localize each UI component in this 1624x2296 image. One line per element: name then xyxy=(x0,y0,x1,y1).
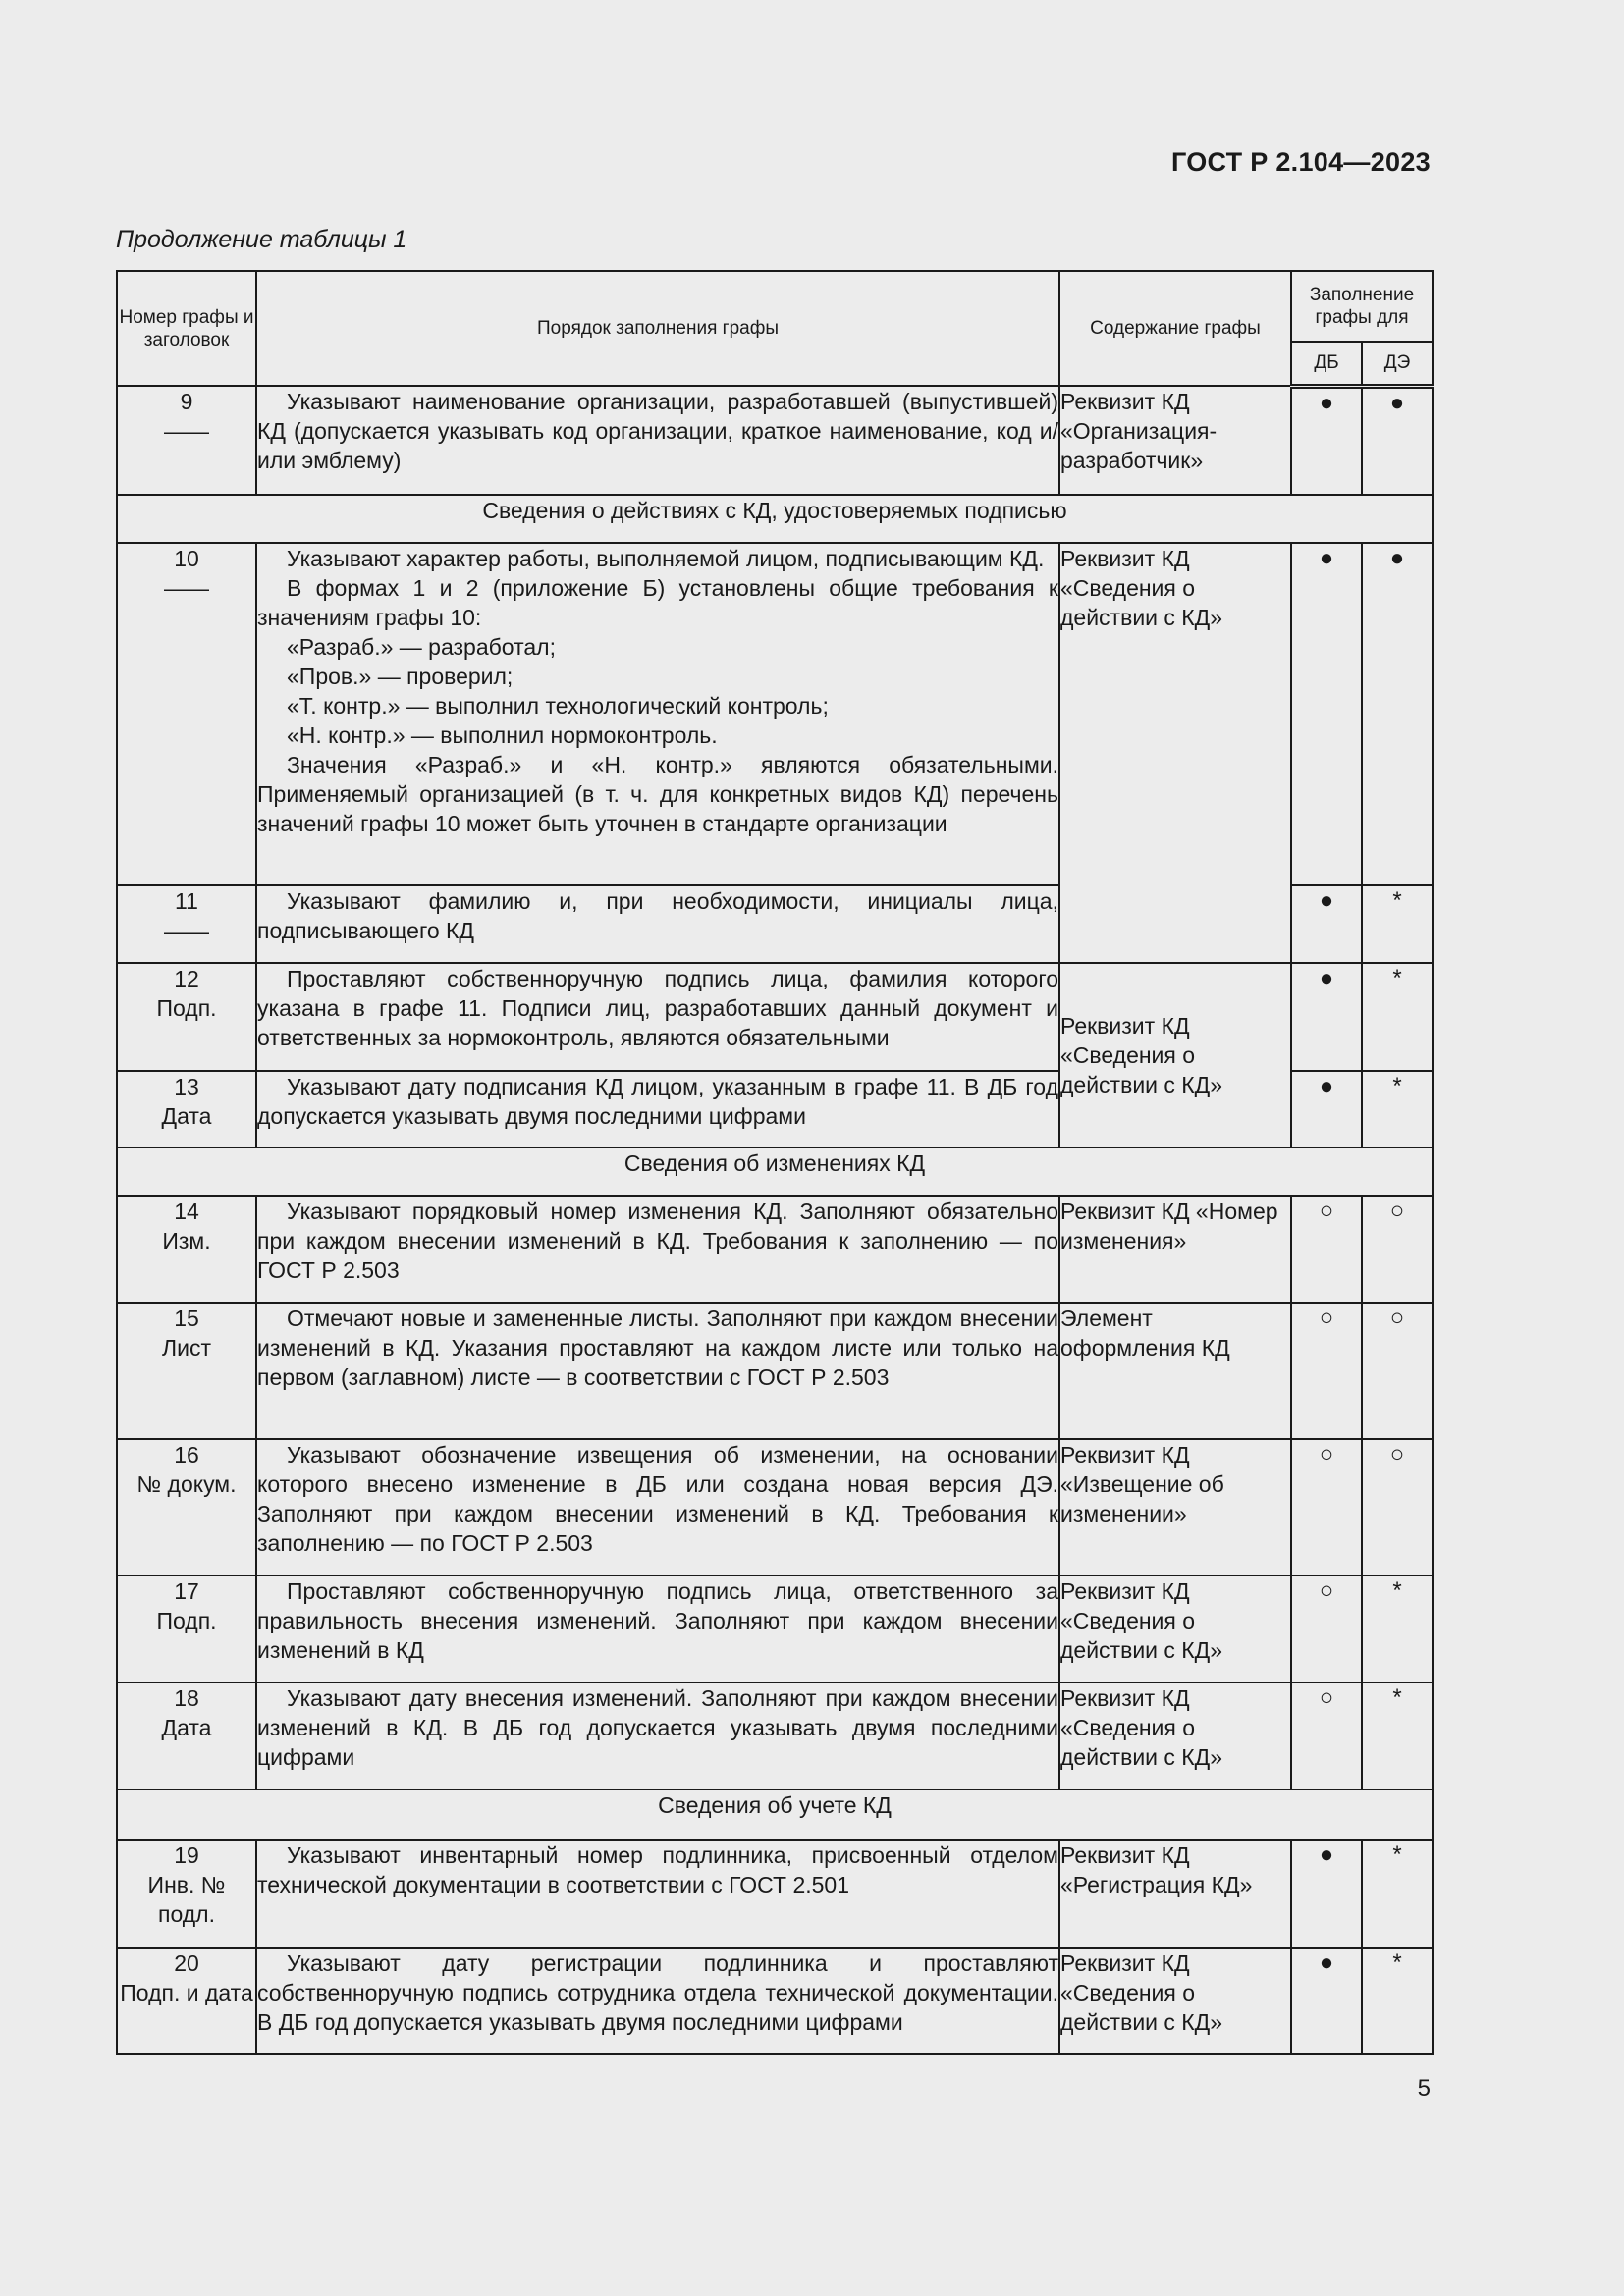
row-description: Указывают дату внесения изменений. Заполняют при каждом внесении изменений в КД. В ДБ год допускается указывать двумя последними цифрами xyxy=(256,1682,1059,1789)
row-number-cell: 20 Подп. и дата xyxy=(117,1948,256,2054)
row-number-cell: 16 № докум. xyxy=(117,1439,256,1575)
mark-db: ○ xyxy=(1291,1575,1362,1682)
row-number-cell: 17 Подп. xyxy=(117,1575,256,1682)
table-caption: Продолжение таблицы 1 xyxy=(116,226,407,253)
standard-designation: ГОСТ Р 2.104—2023 xyxy=(1170,147,1431,177)
row-content: Элемент оформления КД xyxy=(1059,1303,1291,1439)
table-row xyxy=(117,1196,1433,1303)
row-content: Реквизит КД «Сведения о действии с КД» xyxy=(1059,963,1291,1148)
row-number-cell: 13 Дата xyxy=(117,1071,256,1148)
mark-db: ● xyxy=(1291,543,1362,885)
mark-db: ● xyxy=(1291,386,1362,495)
row-number-cell: 9 —— xyxy=(117,386,256,495)
page-number: 5 xyxy=(1417,2075,1431,2102)
mark-db: ○ xyxy=(1291,1682,1362,1789)
mark-db: ● xyxy=(1291,1948,1362,2054)
table-row xyxy=(117,1682,1433,1789)
mark-de: * xyxy=(1362,1071,1433,1148)
row-number-cell: 12 Подп. xyxy=(117,963,256,1071)
row-content: Реквизит КД «Сведения о действии с КД» xyxy=(1059,1575,1291,1682)
table-row xyxy=(117,963,1433,1071)
header-procedure: Порядок заполнения графы xyxy=(256,271,1059,386)
requirements-table xyxy=(116,270,1434,2055)
table-row xyxy=(117,1840,1433,1948)
row-content: Реквизит КД «Регистрация КД» xyxy=(1059,1840,1291,1948)
row-content: Реквизит КД «Сведения о действии с КД» xyxy=(1059,543,1291,963)
row-content: Реквизит КД «Сведения о действии с КД» xyxy=(1059,1948,1291,2054)
mark-db: ● xyxy=(1291,963,1362,1071)
mark-db: ● xyxy=(1291,1840,1362,1948)
row-content: Реквизит КД «Организация-разработчик» xyxy=(1059,386,1291,495)
row-content: Реквизит КД «Сведения о действии с КД» xyxy=(1059,1682,1291,1789)
row-description: Проставляют собственноручную подпись лица, ответственного за правильность внесения изменений. Заполняют при каждом внесении изменений в КД xyxy=(256,1575,1059,1682)
row-description: Отмечают новые и замененные листы. Заполняют при каждом внесении изменений в КД. Указания проставляют на каждом листе или только на первом (заглавном) листе — в соответствии с ГОСТ Р 2.503 xyxy=(256,1303,1059,1439)
row-description: Указывают дату регистрации подлинника и проставляют собственноручную подпись сотрудника отдела технической документации. В ДБ год допускается указывать двумя последними цифрами xyxy=(256,1948,1059,2054)
table-row xyxy=(117,543,1433,885)
header-content: Содержание графы xyxy=(1059,271,1291,386)
mark-db: ○ xyxy=(1291,1196,1362,1303)
table-row xyxy=(117,1303,1433,1439)
table-row xyxy=(117,1439,1433,1575)
mark-db: ○ xyxy=(1291,1303,1362,1439)
mark-de: * xyxy=(1362,1948,1433,2054)
row-description: Указывают фамилию и, при необходимости, инициалы лица, подписывающего КД xyxy=(256,885,1059,963)
mark-de: ○ xyxy=(1362,1303,1433,1439)
section-heading: Сведения о действиях с КД, удостоверяемых подписью xyxy=(117,495,1433,543)
mark-de: ● xyxy=(1362,543,1433,885)
row-description: Указывают характер работы, выполняемой лицом, подписывающим КД. В формах 1 и 2 (приложение Б) установлены общие требования к значениям графы 10: «Разраб.» — разработал; «Пров.» — проверил; «Т. контр.» — выполнил технологический контроль; «Н. контр.» — выполнил нормоконтроль. Значения «Разраб.» и «Н. контр.» являются обязательными. Применяемый организацией (в т. ч. для конкретных видов КД) перечень значений графы 10 может быть уточнен в стандарте организации xyxy=(256,543,1059,885)
mark-de: ○ xyxy=(1362,1439,1433,1575)
mark-de: ○ xyxy=(1362,1196,1433,1303)
row-description: Указывают инвентарный номер подлинника, присвоенный отделом технической документации в соответствии с ГОСТ 2.501 xyxy=(256,1840,1059,1948)
row-content: Реквизит КД «Извещение об изменении» xyxy=(1059,1439,1291,1575)
row-description: Указывают порядковый номер изменения КД. Заполняют обязательно при каждом внесении изменений в КД. Требования к заполнению — по ГОСТ Р 2.503 xyxy=(256,1196,1059,1303)
table-row xyxy=(117,1575,1433,1682)
mark-de: * xyxy=(1362,885,1433,963)
row-number-cell: 19 Инв. № подл. xyxy=(117,1840,256,1948)
row-number-cell: 14 Изм. xyxy=(117,1196,256,1303)
row-description: Указывают обозначение извещения об изменении, на основании которого внесено изменение в ДБ или создана новая версия ДЭ. Заполняют при каждом внесении изменений в КД. Требования к заполнению — по ГОСТ Р 2.503 xyxy=(256,1439,1059,1575)
mark-db: ○ xyxy=(1291,1439,1362,1575)
mark-db: ● xyxy=(1291,1071,1362,1148)
header-fill: Заполнение графы для xyxy=(1291,271,1433,342)
mark-de: * xyxy=(1362,1840,1433,1948)
row-number-cell: 10 —— xyxy=(117,543,256,885)
mark-db: ● xyxy=(1291,885,1362,963)
row-content: Реквизит КД «Номер изменения» xyxy=(1059,1196,1291,1303)
mark-de: ● xyxy=(1362,386,1433,495)
table-row xyxy=(117,386,1433,495)
mark-de: * xyxy=(1362,1575,1433,1682)
table-row xyxy=(117,1948,1433,2054)
row-description: Проставляют собственноручную подпись лица, фамилия которого указана в графе 11. Подписи лиц, разработавших данный документ и ответственных за нормоконтроль, являются обязательными xyxy=(256,963,1059,1071)
row-number-cell: 11 —— xyxy=(117,885,256,963)
row-description: Указывают дату подписания КД лицом, указанным в графе 11. В ДБ год допускается указывать двумя последними цифрами xyxy=(256,1071,1059,1148)
row-number-cell: 18 Дата xyxy=(117,1682,256,1789)
header-number: Номер графы и заголовок xyxy=(117,271,256,386)
row-number-cell: 15 Лист xyxy=(117,1303,256,1439)
header-db: ДБ xyxy=(1291,342,1362,386)
mark-de: * xyxy=(1362,963,1433,1071)
section-heading: Сведения об учете КД xyxy=(117,1789,1433,1840)
row-description: Указывают наименование организации, разработавшей (выпустившей) КД (допускается указывать код организации, краткое наименование, код и/или эмблему) xyxy=(256,386,1059,495)
mark-de: * xyxy=(1362,1682,1433,1789)
header-de: ДЭ xyxy=(1362,342,1433,386)
section-heading: Сведения об изменениях КД xyxy=(117,1148,1433,1196)
